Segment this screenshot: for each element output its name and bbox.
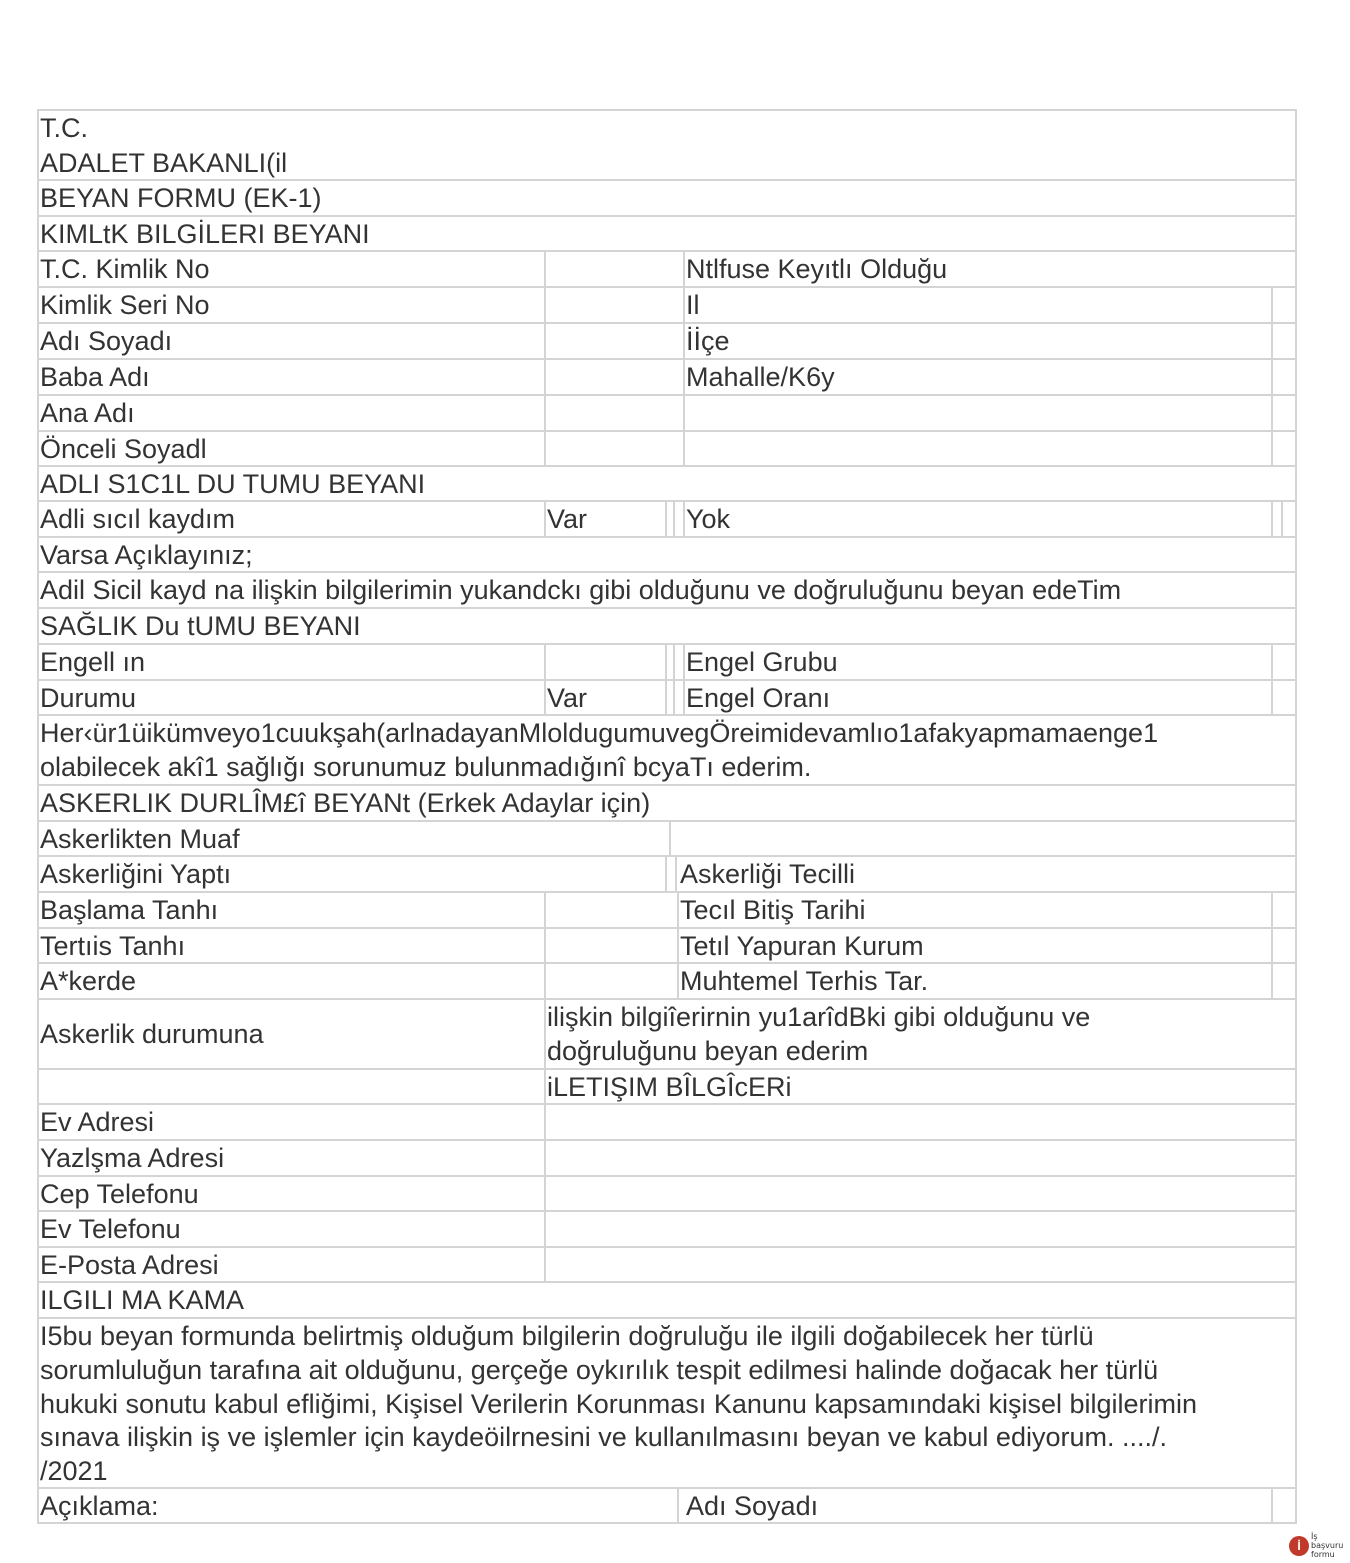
ilce-value[interactable] (1273, 324, 1295, 358)
contact-section-row (39, 1070, 1295, 1105)
legal-section-row (39, 1283, 1295, 1319)
il-value[interactable] (1273, 288, 1295, 322)
signature-adsoyad-label: Adı Soyadı (686, 1491, 819, 1521)
contact-row-5 (39, 1248, 1295, 1283)
muaf-value[interactable] (671, 822, 1295, 855)
adsoyad-label: Adı Soyadı (40, 326, 173, 356)
engel-grup-label: Engel Grubu (686, 647, 838, 677)
military-row-2 (39, 857, 1295, 893)
watermark-logo (1289, 1533, 1344, 1559)
explain-label: Varsa Açıklayınız; (40, 540, 253, 570)
cep-label: Cep Telefonu (40, 1179, 199, 1209)
health-section-title: SAĞLIK Du tUMU BEYANI (40, 611, 361, 641)
askerde-label: A*kerde (40, 966, 137, 996)
health-statement-line-1: Her‹ür1üikümveyo1cuukşah(arlnadayanMloldugumuvegÖreimidevamlıo1afakyapmamaenge1 (40, 718, 1159, 748)
baba-value[interactable] (546, 360, 683, 394)
watermark-line-2: başvuru (1311, 1541, 1344, 1550)
nufus-label: Ntlfuse Keyıtlı Olduğu (686, 254, 948, 284)
legal-line-1: I5bu beyan formunda belirtmiş olduğum bilgilerin doğruluğu ile ilgili doğabilecek her türlü (40, 1321, 1094, 1351)
legal-line-5: /2021 (40, 1456, 108, 1486)
military-statement-line-2: doğruluğunu beyan ederim (547, 1036, 869, 1066)
identity-row-2 (39, 288, 1295, 324)
military-section-row (39, 786, 1295, 822)
cep-value[interactable] (546, 1177, 1295, 1210)
ministry-name: ADALET BAKANLI(il (40, 148, 288, 178)
record-label: Adli sıcıl kaydım (40, 504, 236, 534)
identity-section-row (39, 217, 1295, 252)
military-row-5 (39, 964, 1295, 1000)
muhtemel-terhis-label: Muhtemel Terhis Tar. (680, 966, 929, 996)
contact-row-4 (39, 1212, 1295, 1248)
contact-section-title: iLETIŞIM BÎLGÎcERi (547, 1072, 792, 1102)
engel-oran-label: Engel Oranı (686, 683, 831, 713)
terhis-value[interactable] (546, 929, 677, 962)
eposta-label: E-Posta Adresi (40, 1250, 219, 1280)
legal-line-3: hukuki sonutu kabul efliğimi, Kişisel Verilerin Korunması Kanunu kapsamındaki kişisel bilgilerimin (40, 1389, 1198, 1419)
record-yok-option[interactable]: Yok (686, 504, 731, 534)
watermark-line-1: İş (1311, 1532, 1318, 1541)
identity-row-5 (39, 396, 1295, 432)
baslama-label: Başlama Tanhı (40, 895, 219, 925)
engel-label-2: Durumu (40, 683, 137, 713)
mahalle-label: Mahalle/K6y (686, 362, 835, 392)
engel-var-option[interactable]: Var (547, 683, 588, 713)
askerde-value[interactable] (546, 964, 677, 998)
baba-label: Baba Adı (40, 362, 150, 392)
criminal-record-row (39, 502, 1295, 538)
legal-statement-row (39, 1319, 1295, 1489)
adsoyad-value[interactable] (546, 324, 683, 358)
yapti-label: Askerliğini Yaptı (40, 859, 232, 889)
military-row-1 (39, 822, 1295, 857)
tc-label: T.C. Kimlik No (40, 254, 210, 284)
signature-row (39, 1489, 1295, 1522)
military-row-3 (39, 893, 1295, 929)
ana-label: Ana Adı (40, 398, 135, 428)
identity-row-1 (39, 252, 1295, 288)
legal-line-4: sınava ilişkin iş ve işlemler için kaydeöilrnesini ve kullanılmasını beyan ve kabul ediyorum. ..../. (40, 1422, 1167, 1452)
declaration-form (37, 109, 1297, 1524)
terhis-label: Tertıis Tanhı (40, 931, 186, 961)
onceli-label: Önceli Soyadl (40, 434, 207, 464)
criminal-section-row (39, 467, 1295, 502)
health-row-1 (39, 645, 1295, 681)
durum-label: Askerlik durumuna (40, 1019, 264, 1049)
military-statement-row (39, 1000, 1295, 1070)
yazisma-label: Yazlşma Adresi (40, 1143, 225, 1173)
military-section-title: ASKERLIK DURLÎM£î BEYANt (Erkek Adaylar için) (40, 788, 651, 818)
criminal-explain-row (39, 538, 1295, 573)
tecilli-label: Askerliği Tecilli (680, 859, 856, 889)
ev-tel-label: Ev Telefonu (40, 1214, 181, 1244)
criminal-statement: Adil Sicil kayd na ilişkin bilgilerimin yukandckı gibi olduğunu ve doğruluğunu beyan edeTim (40, 575, 1122, 605)
military-row-4 (39, 929, 1295, 964)
military-statement-line-1: ilişkin bilgiîerirnin yu1arîdBki gibi olduğunu ve (547, 1002, 1091, 1032)
ev-adres-label: Ev Adresi (40, 1107, 155, 1137)
mahalle-value[interactable] (1273, 360, 1295, 394)
seri-label: Kimlik Seri No (40, 290, 210, 320)
ana-extra[interactable] (685, 396, 1271, 430)
onceli-extra[interactable] (685, 432, 1271, 465)
ev-adres-value[interactable] (546, 1105, 1295, 1139)
tc-value[interactable] (546, 252, 683, 286)
il-label: Il (686, 290, 700, 320)
tecil-kurum-label: Tetıl Yapuran Kurum (680, 931, 924, 961)
criminal-section-title: ADLI S1C1L DU TUMU BEYANI (40, 469, 426, 499)
aciklama-label: Açıklama: (40, 1491, 159, 1521)
identity-row-4 (39, 360, 1295, 396)
criminal-statement-row (39, 573, 1295, 609)
engel-label-1: Engell ın (40, 647, 146, 677)
watermark-line-3: formu (1311, 1550, 1335, 1559)
tecil-bitis-label: Tecıl Bitiş Tarihi (680, 895, 866, 925)
yazisma-value[interactable] (546, 1141, 1295, 1175)
contact-row-2 (39, 1141, 1295, 1177)
eposta-value[interactable] (546, 1248, 1295, 1281)
record-var-option[interactable]: Var (547, 504, 588, 534)
header-row (39, 111, 1295, 181)
ana-value[interactable] (546, 396, 683, 430)
header-line-1: T.C. (40, 113, 89, 143)
engel-option-blank[interactable] (546, 645, 665, 679)
identity-row-6 (39, 432, 1295, 467)
form-title-row (39, 181, 1295, 217)
onceli-value[interactable] (546, 432, 683, 465)
health-statement-row (39, 716, 1295, 786)
contact-row-1 (39, 1105, 1295, 1141)
contact-row-3 (39, 1177, 1295, 1212)
seri-value[interactable] (546, 288, 683, 322)
identity-row-3 (39, 324, 1295, 360)
form-title: BEYAN FORMU (EK-1) (40, 183, 322, 213)
muaf-label: Askerlikten Muaf (40, 824, 240, 854)
ev-tel-value[interactable] (546, 1212, 1295, 1246)
ilce-label: İİçe (686, 326, 730, 356)
baslama-value[interactable] (546, 893, 677, 927)
identity-section-title: KIMLtK BILGİLERI BEYANI (40, 219, 370, 249)
brand-logo-icon: İ (1289, 1536, 1309, 1556)
health-statement-line-2: olabilecek akî1 sağlığı sorunumuz bulunmadığınî bcyaTı ederim. (40, 752, 812, 782)
health-row-2 (39, 681, 1295, 716)
legal-line-2: sorumluluğun tarafına ait olduğunu, gerçeğe oykırılık tespit edilmesi halinde doğacak her türlü (40, 1355, 1159, 1385)
health-section-row (39, 609, 1295, 645)
legal-section-title: ILGILI MA KAMA (40, 1285, 245, 1315)
